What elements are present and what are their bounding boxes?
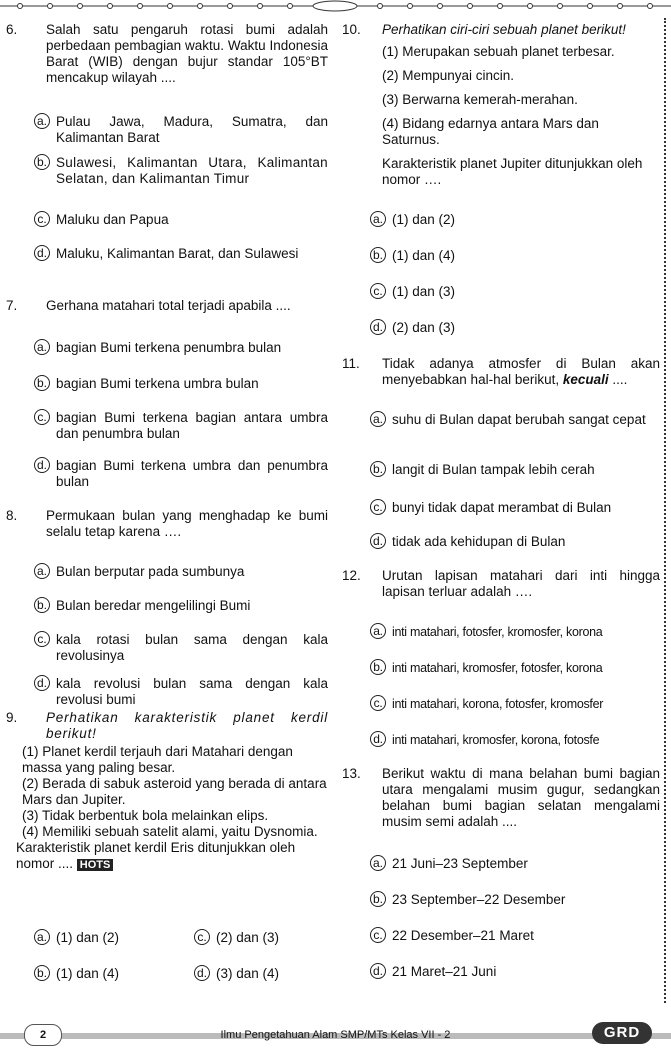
question-number: 6. [6,22,18,37]
option-text: kala rotasi bulan sama dengan kala revolusinya [56,632,328,663]
option-text: bagian Bumi terkena penumbra bulan [56,340,282,355]
option-label: a. [370,411,386,427]
option-text: Bulan beredar mengelilingi Bumi [56,598,251,613]
option-label: b. [34,375,50,391]
top-decoration [0,0,671,14]
option-label: a. [34,563,50,579]
option-text: (1) dan (4) [56,966,120,981]
item: (3) Berwarna kemerah-merahan. [382,92,578,107]
option-label: c. [370,283,386,299]
option-text: 21 Maret–21 Juni [392,964,497,979]
option-label: b. [370,659,386,675]
option-label: d. [370,963,386,979]
option-text: inti matahari, korona, fotosfer, kromosfer [392,697,604,711]
question-number: 13. [342,766,361,781]
option-text: inti matahari, kromosfer, korona, fotosfe [392,733,600,747]
question-text: Permukaan bulan yang menghadap ke bumi selalu tetap karena …. [46,508,328,539]
footer-title: Ilmu Pengetahuan Alam SMP/MTs Kelas VII - 2 [220,1029,451,1041]
item: (4) Bidang edarnya antara Mars dan Saturnus. [382,116,599,147]
option-text: 22 Desember–21 Maret [392,928,534,943]
question-text: Gerhana matahari total terjadi apabila .... [46,298,291,313]
option-text: Bulan berputar pada sumbunya [56,564,245,579]
option-label: c. [34,631,50,647]
question-text: Perhatikan karakteristik planet kerdil berikut! [46,710,328,741]
option-text: bagian Bumi terkena bagian antara umbra dan penumbra bulan [56,410,328,441]
closing-text-content: Karakteristik planet kerdil Eris ditunjukkan oleh nomor .... [16,840,296,871]
option-text: (3) dan (4) [216,966,280,981]
option-label: c. [34,409,50,425]
question-9-items [16,744,328,873]
question-text: Salah satu pengaruh rotasi bumi adalah perbedaan pembagian waktu. Waktu Indonesia Barat (WIB) dengan bujur standar 105°BT mencakup wilayah .... [46,22,328,85]
option-label: b. [34,154,50,170]
question-number: 12. [342,568,361,583]
question-number: 7. [6,298,18,313]
right-dotted-border [664,18,666,1003]
question-text-content: Tidak adanya atmosfer di Bulan akan menyebabkan hal-hal berikut, [382,356,660,387]
option-label: c. [370,499,386,515]
option-label: d. [34,245,50,261]
question-number: 8. [6,508,18,523]
option-text: tidak ada kehidupan di Bulan [392,534,566,549]
option-label: c. [194,929,210,945]
option-label: b. [370,247,386,263]
question-number: 11. [342,356,360,371]
option-label: b. [370,461,386,477]
question-10-items [382,44,660,188]
option-label: d. [194,965,210,981]
option-label: a. [34,929,50,945]
option-text: (2) dan (3) [392,320,456,335]
option-text: Sulawesi, Kalimantan Utara, Kalimantan Selatan, dan Kalimantan Timur [56,155,328,186]
option-text: (1) dan (2) [392,212,456,227]
question-text: Urutan lapisan matahari dari inti hingga lapisan terluar adalah …. [382,568,660,599]
item: (4) Memiliki sebuah satelit alami, yaitu Dysnomia. [22,824,318,839]
option-text: inti matahari, kromosfer, fotosfer, korona [392,661,603,675]
option-text: (2) dan (3) [216,930,280,945]
option-text: bagian Bumi terkena umbra bulan [56,376,259,391]
closing-text: Karakteristik planet Jupiter ditunjukkan oleh nomor …. [382,156,643,187]
option-label: a. [34,113,50,129]
item: (2) Mempunyai cincin. [382,68,515,83]
option-text: 23 September–22 Desember [392,892,566,907]
option-label: a. [370,855,386,871]
option-label: a. [370,211,386,227]
question-number: 10. [342,22,361,37]
question-text: Perhatikan ciri-ciri sebuah planet berikut! [382,22,626,37]
question-text [382,356,660,388]
option-text: 21 Juni–23 September [392,856,528,871]
option-text: bunyi tidak dapat merambat di Bulan [392,500,612,515]
option-text: suhu di Bulan dapat berubah sangat cepat [392,412,646,427]
item: (2) Berada di sabuk asteroid yang berada di antara Mars dan Jupiter. [22,776,327,807]
option-text: bagian Bumi terkena umbra dan penumbra bulan [56,458,328,489]
option-text: Pulau Jawa, Madura, Sumatra, dan Kalimantan Barat [56,114,328,145]
option-label: d. [34,675,50,691]
option-text: (1) dan (3) [392,284,456,299]
publisher-logo: GRD [592,1022,652,1044]
option-label: b. [34,597,50,613]
option-label: d. [370,319,386,335]
item: (1) Merupakan sebuah planet terbesar. [382,44,615,59]
option-text: (1) dan (4) [392,248,456,263]
option-label: c. [34,211,50,227]
option-label: c. [370,927,386,943]
hots-badge: HOTS [77,859,114,871]
option-text: Maluku, Kalimantan Barat, dan Sulawesi [56,246,299,261]
page-number: 2 [24,1024,62,1046]
option-label: d. [370,533,386,549]
option-label: c. [370,695,386,711]
option-label: a. [370,623,386,639]
question-number: 9. [6,710,18,725]
option-label: b. [34,965,50,981]
option-label: d. [370,731,386,747]
option-text: langit di Bulan tampak lebih cerah [392,462,595,477]
option-label: b. [370,891,386,907]
question-text: Berikut waktu di mana belahan bumi bagian utara mengalami musim gugur, sedangkan belahan bumi bagian selatan mengalami musim semi adalah .... [382,766,660,829]
question-text-end: .... [608,372,628,387]
option-text: inti matahari, fotosfer, kromosfer, korona [392,625,603,639]
option-text: Maluku dan Papua [56,212,169,227]
option-label: d. [34,457,50,473]
option-text: (1) dan (2) [56,930,120,945]
item: (1) Planet kerdil terjauh dari Matahari dengan massa yang paling besar. [22,744,293,775]
emphasis-text: kecuali [562,372,609,387]
page-footer [0,1018,671,1052]
closing-text [16,840,328,873]
option-label: a. [34,339,50,355]
item: (3) Tidak berbentuk bola melainkan elips. [22,808,269,823]
option-text: kala revolusi bulan sama dengan kala revolusi bumi [56,676,328,707]
